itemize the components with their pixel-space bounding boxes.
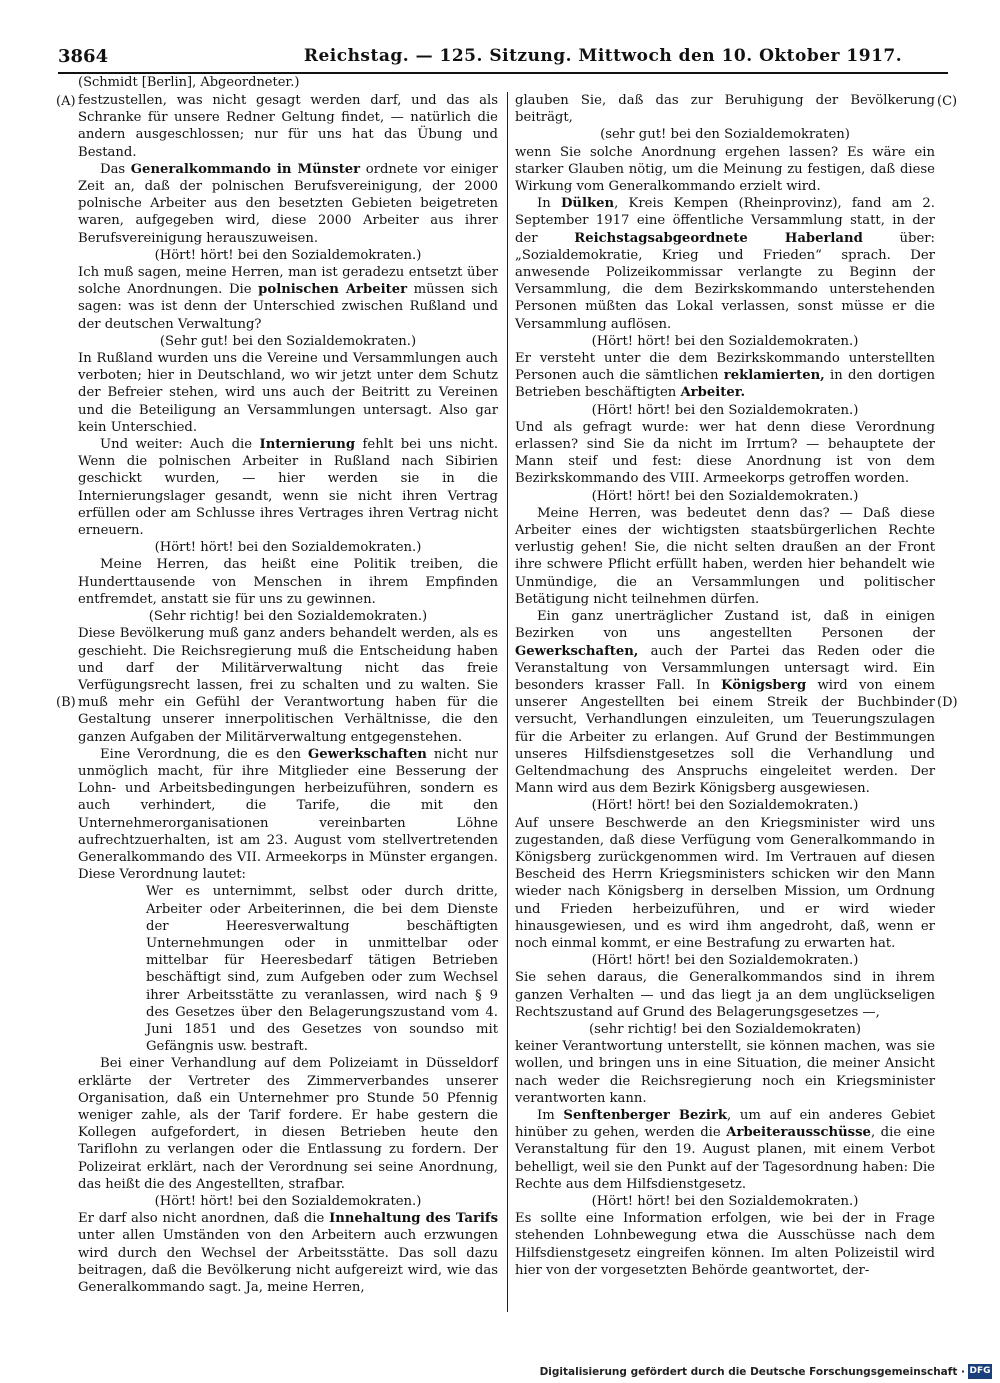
footer-credit: Digitalisierung gefördert durch die Deutsche Forschungsgemeinschaft · xyxy=(539,1366,965,1378)
paragraph: Diese Bevölkerung muß ganz anders behandelt werden, als es geschieht. Die Reichsregierung muß die Entscheidung haben und darf der Militärverwaltung nicht das freie Verfügungsrecht lassen, frei zu schalten und zu walten. Sie muß mehr ein Gefühl der Verantwortung haben für die Gestaltung unserer innerpolitischen Verhältnisse, die den ganzen Aufgaben der Militärverwaltung entgegenstehen. xyxy=(78,626,498,745)
paragraph: Bei einer Verhandlung auf dem Polizeiamt in Düsseldorf erklärte der Vertreter des Zimmerverbandes unserer Organisation, daß ein Unternehmer pro Stunde 50 Pfennig weniger zahle, als der Tarif fordere. Er habe gestern die Kollegen aufgefordert, in diesen Betrieben heute den Tariflohn zu verlangen oder die Entlassung zu fordern. Der Polizeirat erklärt, nach der Verordnung sei seine Anordnung, das heißt die des Angestellten, strafbar. xyxy=(78,1056,498,1192)
paragraph: Meine Herren, das heißt eine Politik treiben, die Hunderttausende von Menschen in ihrem Empfinden entfremdet, anstatt sie für uns zu gewinnen. xyxy=(78,557,498,607)
paragraph: Und weiter: Auch die Internierung fehlt bei uns nicht. Wenn die polnischen Arbeiter in Rußland nach Sibirien geschickt wurden, — hier werden sie in die Internierungslager gesandt, wenn sie nicht ihren Vertrag erfüllen oder am Schlusse ihres Vertrages ihren Vertrag nicht erneuern. xyxy=(78,437,499,539)
interjection: (sehr gut! bei den Sozialdemokraten) xyxy=(600,127,850,143)
paragraph: keiner Verantwortung unterstellt, sie können machen, was sie wollen, und bringen uns in eine Situation, die meiner Ansicht nach weder die Reichsregierung noch ein Kriegsminister verantworten kann. xyxy=(515,1039,935,1106)
margin-marker-b: (B) xyxy=(56,695,76,710)
paragraph: Im Senftenberger Bezirk, um auf ein anderes Gebiet hinüber zu gehen, werden die Arbeiterausschüsse, die eine Veranstaltung für den 19. August planen, mit einem Verbot behelligt, weil sie den Punkt auf der Tagesordnung haben: Die Rechte aus dem Hilfsdienstgesetz. xyxy=(515,1107,936,1192)
paragraph: Ein ganz unerträglicher Zustand ist, daß in einigen Bezirken von uns angestellten Personen der Gewerkschaften, auch der Partei das Reden oder die Veranstaltung von Versammlungen untersagt wird. Ein besonders krasser Fall. In Königsberg wird von einem unserer Angestellten bei einem Streik der Buchbinder versucht, Verhandlungen einzuleiten, um Teuerungszulagen für die Arbeiter zu erlangen. Auf Grund der Bestimmungen unseres Hilfsdienstgesetzes soll die Verhandlung und Geltendmachung des Anspruchs eingeleitet werden. Der Mann wird aus dem Bezirk Königsberg ausgewiesen. xyxy=(515,609,935,797)
paragraph: Sie sehen daraus, die Generalkommandos sind in ihrem ganzen Verhalten — und das liegt ja an dem unglückseligen Rechtszustand auf Grund des Belagerungsgesetzes —, xyxy=(515,970,935,1020)
paragraph: Es sollte eine Information erfolgen, wie bei der in Frage stehenden Lohnbewegung etwa die Ausschüsse nach dem Hilfsdienstgesetz eingreifen können. Im alten Polizeistil wird hier von der vorgesetzten Behörde geantwortet, der- xyxy=(515,1211,935,1278)
interjection: (Hört! hört! bei den Sozialdemokraten.) xyxy=(154,540,422,556)
dfg-logo: DFG xyxy=(968,1364,992,1379)
interjection: (Hört! hört! bei den Sozialdemokraten.) xyxy=(591,488,859,504)
interjection: (sehr richtig! bei den Sozialdemokraten) xyxy=(589,1021,861,1037)
paragraph: Das Generalkommando in Münster ordnete vor einiger Zeit an, daß der polnischen Berufsvereinigung, der 2000 polnische Arbeiter aus den besetzten Gebieten beigetreten waren, aufgegeben wird, diese 2000 Arbeiter aus ihrer Berufsvereinigung herauszuweisen. xyxy=(78,161,498,246)
interjection: (Sehr richtig! bei den Sozialdemokraten.) xyxy=(148,609,428,625)
paragraph: In Rußland wurden uns die Vereine und Versammlungen auch verboten; hier in Deutschland, wo wir jetzt unter dem Schutz der Befreier stehen, wird uns auch der Beitritt zu Vereinen und die Beteiligung an Versammlungen untersagt. Also gar kein Unterschied. xyxy=(78,351,498,435)
interjection: (Sehr gut! bei den Sozialdemokraten.) xyxy=(159,333,417,349)
margin-marker-d: (D) xyxy=(937,695,958,710)
speaker-label: (Schmidt [Berlin], Abgeordneter.) xyxy=(78,75,300,90)
paragraph: festzustellen, was nicht gesagt werden darf, und das als Schranke für unsere Redner Geltung findet, — natürlich die andern ausgeschlossen; nur für uns hat das Übung und Bestand. xyxy=(78,93,498,160)
paragraph: glauben Sie, daß das zur Beruhigung der Bevölkerung beiträgt, xyxy=(515,93,935,126)
paragraph: Er versteht unter die dem Bezirkskommando unterstellten Personen auch die sämtlichen reklamierten, in den dortigen Betrieben beschäftigten Arbeiter. xyxy=(515,351,936,401)
paragraph: wenn Sie solche Anordnung ergehen lassen? Es wäre ein starker Glauben nötig, um die Meinung zu festigen, daß diese Wirkung vom Generalkommando erzielt wird. xyxy=(515,144,935,195)
paragraph: Auf unsere Beschwerde an den Kriegsminister wird uns zugestanden, daß diese Verfügung vom Generalkommando in Königsberg zurückgenommen wird. Im Vertrauen auf diesen Bescheid des Herrn Kriegsministers schicken wir den Mann wieder nach Königsberg in derselben Mission, um Ordnung und Frieden herbeizuführen, und er wird wieder hinausgewiesen, und es wird ihm angedroht, daß, wenn er noch einmal kommt, er eine Bestrafung zu erwarten hat. xyxy=(515,815,935,951)
paragraph: Und als gefragt wurde: wer hat denn diese Verordnung erlassen? sind Sie da nicht im Irrtum? — behauptete der Mann steif und fest: diese Anordnung ist von dem Bezirkskommando des VIII. Armeekorps getroffen worden. xyxy=(515,419,935,487)
left-column xyxy=(78,92,498,1296)
interjection: (Hört! hört! bei den Sozialdemokraten.) xyxy=(591,333,859,349)
right-column xyxy=(515,92,935,1279)
page-header xyxy=(58,44,948,74)
paragraph: Eine Verordnung, die es den Gewerkschaften nicht nur unmöglich macht, für ihre Mitglieder eine Besserung der Lohn- und Arbeitsbedingungen herbeizuführen, sondern es auch verhindert, die Tarife, die mit den Unternehmerorganisationen vereinbarten Löhne aufrechtzuerhalten, ist am 23. August vom stellvertretenden Generalkommando des VII. Armeekorps in Münster ergangen. Diese Verordnung lautet: xyxy=(78,746,498,883)
interjection: (Hört! hört! bei den Sozialdemokraten.) xyxy=(591,1194,859,1209)
paragraph: Ich muß sagen, meine Herren, man ist geradezu entsetzt über solche Anordnungen. Die polnischen Arbeiter müssen sich sagen: was ist denn der Unterschied zwischen Rußland und der deutschen Verwaltung? xyxy=(78,265,498,332)
page-number: 3864 xyxy=(58,46,109,67)
running-title: Reichstag. — 125. Sitzung. Mittwoch den 10. Oktober 1917. xyxy=(303,46,903,66)
paragraph: Meine Herren, was bedeutet denn das? — Daß diese Arbeiter eines der wichtigsten staatsbürgerlichen Rechte verlustig gehen! Sie, die nicht selten draußen an der Front ihre schwere Pflicht erfüllt haben, werden hier behandelt wie Unmündige, die an Versammlungen und politischer Betätigung nicht teilnehmen dürfen. xyxy=(515,505,935,607)
interjection: (Hört! hört! bei den Sozialdemokraten.) xyxy=(591,402,859,418)
margin-marker-c: (C) xyxy=(937,94,958,109)
margin-marker-a: (A) xyxy=(56,94,76,109)
paragraph: Er darf also nicht anordnen, daß die Innehaltung des Tarifs unter allen Umständen von den Arbeitern auch erzwungen wird durch den Wechsel der Arbeitsstätte. Das soll dazu beitragen, daß die Bevölkerung nicht aufgereizt wird, wie das Generalkommando sagt. Ja, meine Herren, xyxy=(78,1211,499,1296)
column-divider xyxy=(507,92,508,1312)
interjection: (Hört! hört! bei den Sozialdemokraten.) xyxy=(154,247,422,263)
interjection: (Hört! hört! bei den Sozialdemokraten.) xyxy=(154,1194,422,1209)
quoted-ordinance: Wer es unternimmt, selbst oder durch dritte, Arbeiter oder Arbeiterinnen, die bei dem Dienste der Heeresverwaltung beschäftigten Unternehmungen oder in unmittelbar oder mittelbar für Heeresbedarf tätigen Betrieben beschäftigt sind, zum Aufgeben oder zum Wechsel ihrer Arbeitsstätte zu veranlassen, wird nach § 9 des Gesetzes über den Belagerungszustand vom 4. Juni 1851 und des Gesetzes von soundso mit Gefängnis usw. bestraft. xyxy=(146,884,498,1055)
interjection: (Hört! hört! bei den Sozialdemokraten.) xyxy=(591,953,859,969)
paragraph: In Dülken, Kreis Kempen (Rheinprovinz), fand am 2. September 1917 eine öffentliche Versammlung statt, in der der Reichstagsabgeordnete Haberland über: „Sozialdemokratie, Krieg und Frieden“ sprach. Der anwesende Polizeikommissar verlangte zu Beginn der Versammlung, die dem Bezirkskommando unterstehenden Personen müßten das Lokal verlassen, sonst müsse er die Versammlung auflösen. xyxy=(515,196,935,332)
interjection: (Hört! hört! bei den Sozialdemokraten.) xyxy=(591,798,859,814)
